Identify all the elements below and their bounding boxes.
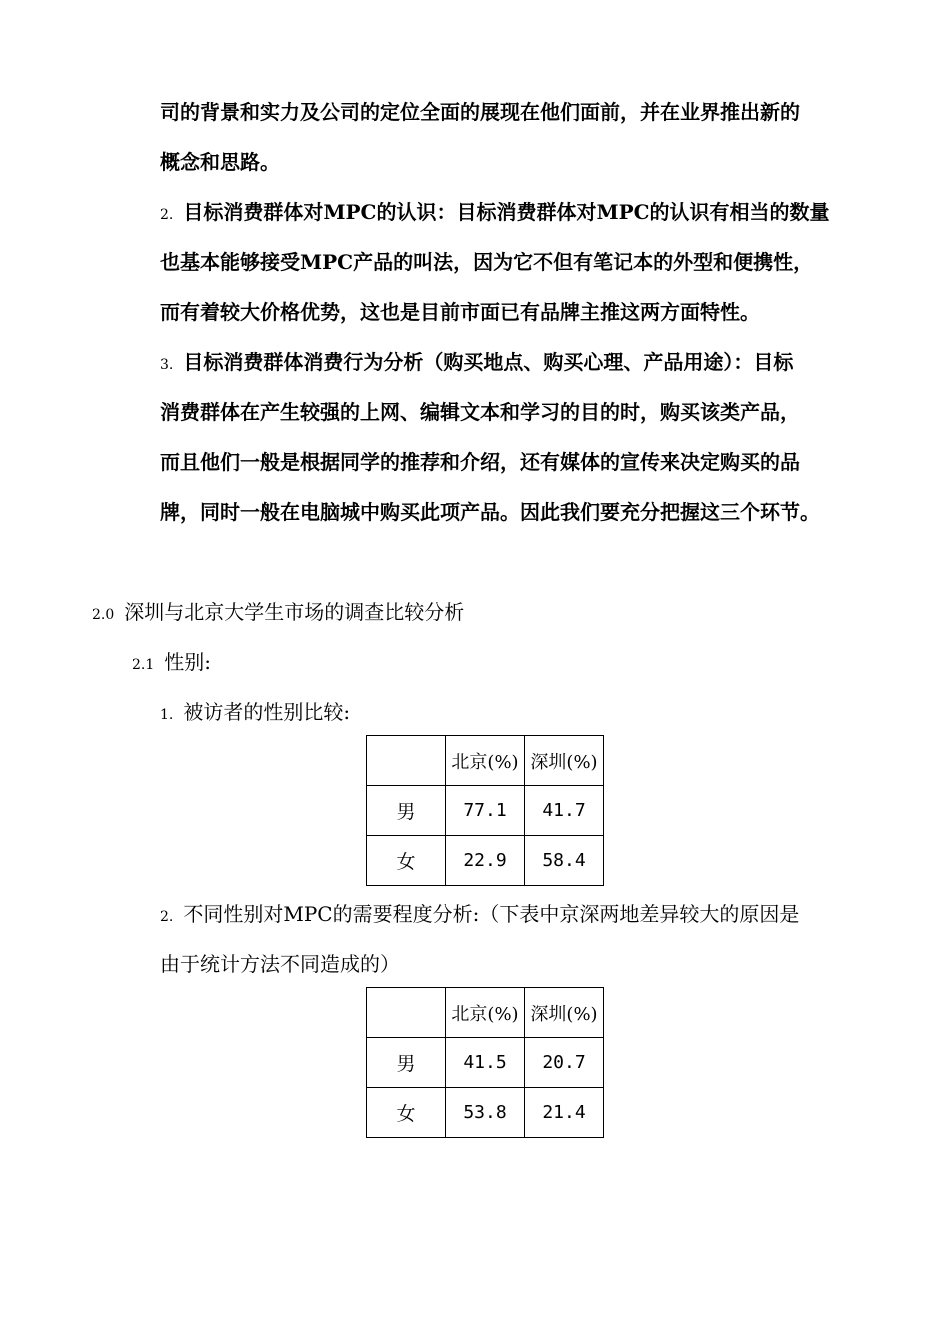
paragraph-line: 牌，同时一般在电脑城中购买此项产品。因此我们要充分把握这三个环节。 (160, 500, 820, 524)
table-cell: 77.1 (446, 786, 525, 836)
mpc-need-table (366, 987, 604, 1138)
subsection-title: 性别: (164, 650, 212, 674)
table-header-cell: 深圳(%) (525, 988, 604, 1038)
table-row (367, 836, 604, 886)
table-cell: 22.9 (446, 836, 525, 886)
table-row (367, 1038, 604, 1088)
question-text-line: 由于统计方法不同造成的） (160, 952, 400, 976)
list-number: 2. (160, 207, 174, 223)
section-number: 2.0 (92, 607, 115, 623)
list-number: 3. (160, 357, 174, 373)
table-cell: 21.4 (525, 1088, 604, 1138)
table-cell: 20.7 (525, 1038, 604, 1088)
table-cell: 53.8 (446, 1088, 525, 1138)
list-number: 1. (160, 707, 174, 723)
table-header-cell (367, 988, 446, 1038)
list-item-text: 目标消费群体对MPC的认识：目标消费群体对MPC的认识有相当的数量 (183, 200, 830, 224)
table-header-cell: 深圳(%) (525, 736, 604, 786)
paragraph-line: 概念和思路。 (160, 150, 280, 174)
question-text: 不同性别对MPC的需要程度分析:（下表中京深两地差异较大的原因是 (183, 902, 800, 926)
subsection-heading (132, 650, 211, 677)
table-row-label: 女 (367, 1088, 446, 1138)
section-title: 深圳与北京大学生市场的调查比较分析 (124, 600, 465, 624)
table-row-label: 男 (367, 786, 446, 836)
paragraph-line: 司的背景和实力及公司的定位全面的展现在他们面前，并在业界推出新的 (160, 100, 800, 124)
list-item-text: 目标消费群体消费行为分析（购买地点、购买心理、产品用途）：目标 (183, 350, 794, 374)
paragraph-line: 而且他们一般是根据同学的推荐和介绍，还有媒体的宣传来决定购买的品 (160, 450, 800, 474)
paragraph-line: 也基本能够接受MPC产品的叫法，因为它不但有笔记本的外型和便携性， (160, 250, 814, 274)
gender-comparison-table (366, 735, 604, 886)
table-row (367, 786, 604, 836)
table-header-row (367, 988, 604, 1038)
subsection-number: 2.1 (132, 657, 155, 673)
question-2 (160, 902, 799, 929)
table-cell: 58.4 (525, 836, 604, 886)
question-1 (160, 700, 350, 727)
table-header-cell: 北京(%) (446, 988, 525, 1038)
list-item-3-line (160, 350, 793, 377)
table-row-label: 男 (367, 1038, 446, 1088)
table-row-label: 女 (367, 836, 446, 886)
table-header-row (367, 736, 604, 786)
table-cell: 41.5 (446, 1038, 525, 1088)
table-header-cell: 北京(%) (446, 736, 525, 786)
paragraph-line: 而有着较大价格优势，这也是目前市面已有品牌主推这两方面特性。 (160, 300, 760, 324)
list-number: 2. (160, 909, 174, 925)
table-cell: 41.7 (525, 786, 604, 836)
section-heading (92, 600, 464, 627)
table-row (367, 1088, 604, 1138)
table-header-cell (367, 736, 446, 786)
paragraph-line: 消费群体在产生较强的上网、编辑文本和学习的目的时，购买该类产品， (160, 400, 800, 424)
list-item-2-line (160, 200, 830, 227)
question-text: 被访者的性别比较: (183, 700, 351, 724)
